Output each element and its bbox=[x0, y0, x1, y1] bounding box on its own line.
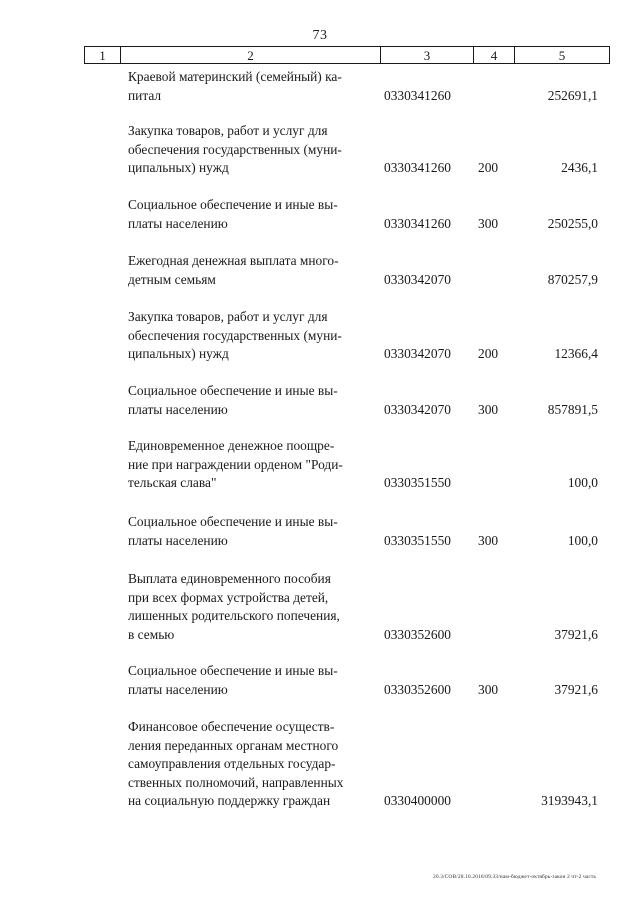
row-description: Выплата единовременного пособия при всех формах устройства детей, лишенных родительского попечения, в семью bbox=[128, 571, 340, 642]
row-amount: 252691,1 bbox=[547, 87, 598, 103]
row-description: Финансовое обеспечение осуществ- ления переданных органам местного самоуправления отдельных государ- ственных полномочий, направленных на социальную поддержку граждан bbox=[128, 719, 344, 808]
row-code: 0330341260 bbox=[384, 215, 451, 231]
row-description: Единовременное денежное поощре- ние при награждении орденом "Роди- тельская слава" bbox=[128, 438, 343, 490]
column-header-4: 4 bbox=[474, 47, 515, 63]
row-amount: 12366,4 bbox=[554, 346, 598, 361]
row-code: 0330400000 bbox=[384, 793, 451, 808]
row-description: Социальное обеспечение и иные вы- платы населению bbox=[128, 383, 338, 417]
row-type: 200 bbox=[478, 160, 499, 175]
row-description: Социальное обеспечение и иные вы- платы населению bbox=[128, 197, 338, 231]
column-header-5: 5 bbox=[558, 47, 566, 63]
row-code: 0330342070 bbox=[384, 346, 451, 361]
row-description: Закупка товаров, работ и услуг для обеспечения государственных (муни- ципальных) нужд bbox=[128, 123, 342, 175]
row-description: Закупка товаров, работ и услуг для обеспечения государственных (муни- ципальных) нужд bbox=[128, 309, 342, 361]
column-header-2: 2 bbox=[121, 47, 381, 63]
row-description: Социальное обеспечение и иные вы- платы населению bbox=[128, 663, 338, 697]
row-description: Социальное обеспечение и иные вы- платы населению bbox=[128, 514, 338, 548]
row-code: 0330341260 bbox=[384, 87, 451, 103]
row-amount: 857891,5 bbox=[547, 401, 598, 417]
row-amount: 870257,9 bbox=[547, 271, 598, 287]
page-number: 73 bbox=[312, 28, 328, 43]
column-header-3: 3 bbox=[381, 47, 474, 63]
row-code: 0330342070 bbox=[384, 271, 451, 287]
row-type: 300 bbox=[478, 681, 499, 697]
row-code: 0330351550 bbox=[384, 532, 451, 548]
column-header-1: 1 bbox=[85, 47, 121, 63]
row-amount: 37921,6 bbox=[554, 626, 598, 642]
row-type: 200 bbox=[478, 346, 499, 361]
row-type: 300 bbox=[478, 401, 499, 417]
row-code: 0330352600 bbox=[384, 681, 451, 697]
row-amount: 100,0 bbox=[567, 532, 598, 548]
row-amount: 37921,6 bbox=[554, 681, 598, 697]
row-code: 0330351550 bbox=[384, 475, 451, 490]
row-amount: 100,0 bbox=[567, 475, 598, 490]
row-code: 0330341260 bbox=[384, 160, 451, 175]
row-description: Краевой материнский (семейный) ка- питал bbox=[128, 69, 342, 103]
row-amount: 3193943,1 bbox=[541, 793, 598, 808]
row-code: 0330342070 bbox=[384, 401, 451, 417]
row-amount: 2436,1 bbox=[561, 160, 598, 175]
row-amount: 250255,0 bbox=[547, 215, 598, 231]
row-type: 300 bbox=[478, 532, 499, 548]
document-footer-note: 20.3/СОВ/28.10.2016/09.33/нам-бюджет-октябрь-закон 2 чт-2 часть bbox=[433, 874, 596, 880]
row-code: 0330352600 bbox=[384, 626, 451, 642]
row-type: 300 bbox=[478, 215, 499, 231]
row-description: Ежегодная денежная выплата много- детным семьям bbox=[128, 253, 339, 287]
